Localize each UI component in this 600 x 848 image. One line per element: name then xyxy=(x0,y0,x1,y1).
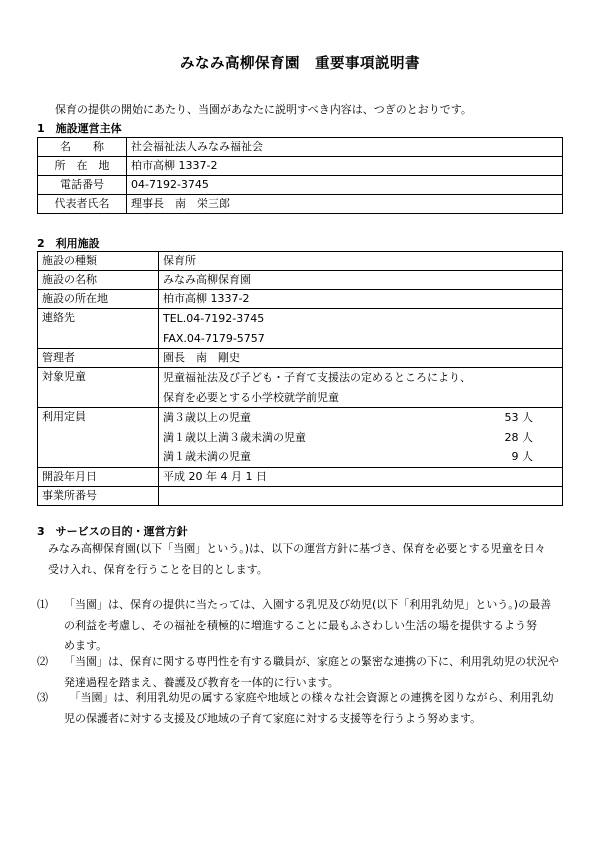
capacity-group: 満１歳未満の児童 xyxy=(163,450,251,463)
operator-phone-value: 04-7192-3745 xyxy=(127,176,563,195)
operator-rep-value: 理事長 南 栄三郎 xyxy=(127,195,563,214)
policy-line: 児の保護者に対する支援及び地域の子育て家庭に対する支援等を行うよう努めます。 xyxy=(64,711,482,725)
capacity-count: 53 人 xyxy=(504,411,533,424)
policy-line: めます。 xyxy=(64,639,108,652)
operator-address-label: 所 在 地 xyxy=(38,157,127,176)
policy-item-number: ⑴ xyxy=(37,598,48,611)
policy-line: 「当園」は、保育の提供に当たっては、入園する乳児及び幼児(以下「利用乳幼児」という。)の最善 xyxy=(64,598,552,611)
capacity-group: 満１歳以上満３歳未満の児童 xyxy=(163,430,306,444)
capacity-group: 満３歳以上の児童 xyxy=(163,411,251,424)
table-row xyxy=(38,309,563,349)
policy-item-number: ⑵ xyxy=(37,655,48,668)
facility-type-value: 保育所 xyxy=(159,252,563,271)
contact-tel: TEL.04-7192-3745 xyxy=(163,312,265,325)
facility-table xyxy=(37,251,563,506)
contact-fax: FAX.04-7179-5757 xyxy=(163,331,265,345)
opened-date-value: 平成 20 年 4 月 1 日 xyxy=(159,467,563,486)
operator-table xyxy=(37,137,563,214)
intro-text: 保育の提供の開始にあたり、当園があなたに説明すべき内容は、つぎのとおりです。 xyxy=(55,103,472,116)
table-row xyxy=(38,290,563,309)
table-row xyxy=(38,408,563,468)
policy-line: 「当園」は、保育に関する専門性を有する職員が、家庭との緊密な連携の下に、利用乳幼児の状況や xyxy=(64,655,559,668)
table-row xyxy=(38,349,563,368)
operator-name-label: 名 称 xyxy=(38,138,127,157)
purpose-line: 受け入れ、保育を行うことを目的とします。 xyxy=(48,563,268,576)
facility-name-label: 施設の名称 xyxy=(38,271,159,290)
capacity-count: 28 人 xyxy=(504,430,533,444)
capacity-row xyxy=(159,428,562,448)
section2-heading: 2 利用施設 xyxy=(37,237,100,250)
operator-address-value: 柏市高柳 1337-2 xyxy=(127,157,563,176)
policy-line: 発達過程を踏まえ、養護及び教育を一体的に行います。 xyxy=(64,675,339,689)
section3-heading: 3 サービスの目的・運営方針 xyxy=(37,525,188,538)
contact-label: 連絡先 xyxy=(38,309,159,349)
target-children-label: 対象児童 xyxy=(38,368,159,408)
office-number-value xyxy=(159,486,563,505)
capacity-row xyxy=(159,408,562,428)
table-row xyxy=(38,252,563,271)
purpose-line: みなみ高柳保育園(以下「当園」という。)は、以下の運営方針に基づき、保育を必要とする児童を日々 xyxy=(48,542,546,555)
table-row xyxy=(38,195,563,214)
capacity-value xyxy=(159,408,563,468)
opened-date-label: 開設年月日 xyxy=(38,467,159,486)
purpose-paragraph xyxy=(48,538,546,580)
target-children-value xyxy=(159,368,563,408)
table-row xyxy=(38,271,563,290)
manager-label: 管理者 xyxy=(38,349,159,368)
office-number-label: 事業所番号 xyxy=(38,486,159,505)
table-row xyxy=(38,486,563,505)
target-line: 保育を必要とする小学校就学前児童 xyxy=(163,390,339,404)
capacity-label: 利用定員 xyxy=(38,408,159,468)
table-row xyxy=(38,176,563,195)
contact-value xyxy=(159,309,563,349)
policy-item xyxy=(37,595,567,657)
facility-address-label: 施設の所在地 xyxy=(38,290,159,309)
policy-item xyxy=(37,688,567,729)
facility-address-value: 柏市高柳 1337-2 xyxy=(159,290,563,309)
target-line: 児童福祉法及び子ども・子育て支援法の定めるところにより、 xyxy=(163,371,471,384)
policy-item-number: ⑶ xyxy=(37,691,48,704)
capacity-row xyxy=(159,447,562,467)
table-row xyxy=(38,157,563,176)
policy-line: 「当園」は、利用乳幼児の属する家庭や地域との様々な社会資源との連携を図りながら、利用乳幼 xyxy=(64,691,554,704)
policy-item xyxy=(37,652,567,693)
operator-rep-label: 代表者氏名 xyxy=(38,195,127,214)
operator-phone-label: 電話番号 xyxy=(38,176,127,195)
table-row xyxy=(38,467,563,486)
manager-value: 園長 南 剛史 xyxy=(159,349,563,368)
table-row xyxy=(38,138,563,157)
capacity-count: 9 人 xyxy=(511,450,533,463)
operator-name-value: 社会福祉法人みなみ福祉会 xyxy=(127,138,563,157)
facility-name-value: みなみ高柳保育園 xyxy=(159,271,563,290)
section1-heading: 1 施設運営主体 xyxy=(37,122,122,135)
policy-line: の利益を考慮し、その福祉を積極的に増進することに最もふさわしい生活の場を提供するよう努 xyxy=(64,618,537,632)
facility-type-label: 施設の種類 xyxy=(38,252,159,271)
table-row xyxy=(38,368,563,408)
page-title: みなみ高柳保育園 重要事項説明書 xyxy=(180,56,420,72)
